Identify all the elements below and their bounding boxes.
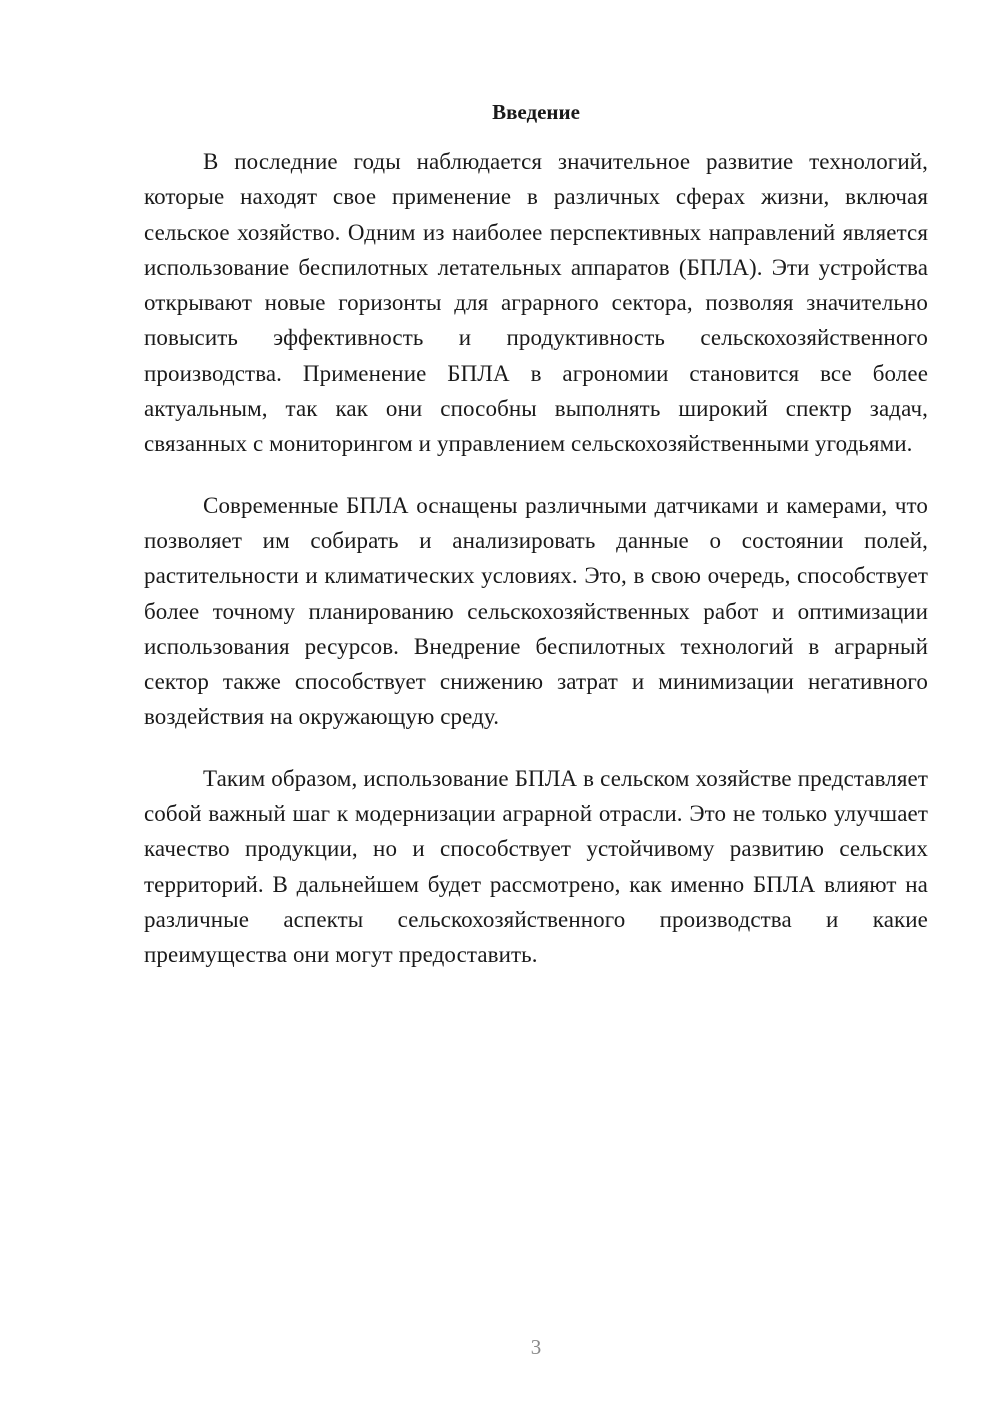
document-body (144, 144, 928, 973)
paragraph-3: Таким образом, использование БПЛА в сельском хозяйстве представляет собой важный шаг к модернизации аграрной отрасли. Это не только улучшает качество продукции, но и способствует устойчивому развитию сельских территорий. В дальнейшем будет рассмотрено, как именно БПЛА влияют на различные аспекты сельскохозяйственного производства и какие преимущества они могут предоставить. (144, 765, 928, 968)
page-number: 3 (530, 1335, 542, 1359)
page-title: Введение (492, 100, 580, 124)
paragraph-1: В последние годы наблюдается значительное развитие технологий, которые находят свое применение в различных сферах жизни, включая сельское хозяйство. Одним из наиболее перспективных направлений является использование беспилотных летательных аппаратов (БПЛА). Эти устройства открывают новые горизонты для аграрного сектора, позволяя значительно повысить эффективность и продуктивность сельскохозяйственного производства. Применение БПЛА в агрономии становится все более актуальным, так как они способны выполнять широкий спектр задач, связанных с мониторингом и управлением сельскохозяйственными угодьями. (144, 149, 928, 457)
paragraph-2: Современные БПЛА оснащены различными датчиками и камерами, что позволяет им собирать и анализировать данные о состоянии полей, растительности и климатических условиях. Это, в свою очередь, способствует более точному планированию сельскохозяйственных работ и оптимизации использования ресурсов. Внедрение беспилотных технологий в аграрный сектор также способствует снижению затрат и минимизации негативного воздействия на окружающую среду. (144, 492, 928, 730)
